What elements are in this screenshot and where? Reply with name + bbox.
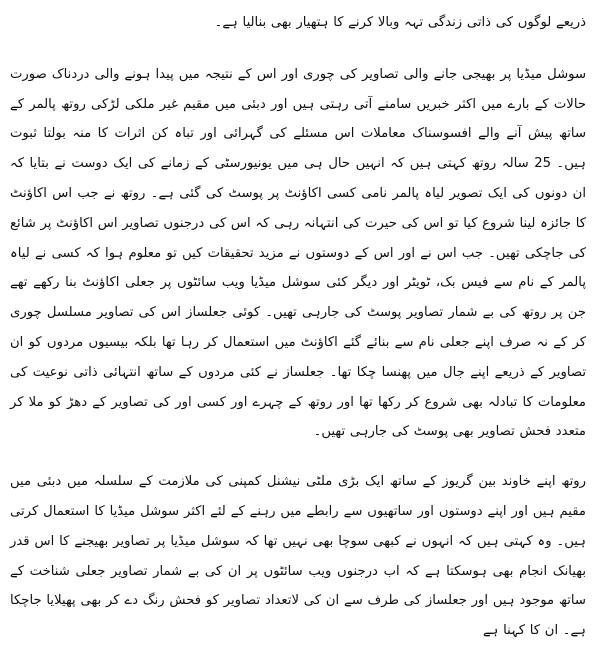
article-paragraph-ruth-dubai: روتھ اپنے خاوند بین گریوز کے ساتھ ایک بڑی ملٹی نیشنل کمپنی کی ملازمت کے سلسلہ میں دبئی میں مقیم ہیں اور اپنے دوستوں اور ساتھیوں سے رابطے میں رہنے کے لئے اکثر سوشل میڈیا کا استعمال کرتی ہیں۔ وہ کہتی ہیں کہ انہوں نے کبھی سوچا بھی نہیں تھا کہ سوشل میڈیا پر تصاویر بھیجنے کا اس قدر بھیانک انجام بھی ہوسکتا ہے کہ اب درجنوں ویب سائٹوں پر ان کی بے شمار تصاویر جعلی شناخت کے ساتھ موجود ہیں اور جعلساز کی طرف سے ان کی لاتعداد تصاویر کو فحش رنگ دے کر بھی پھیلایا جاچکا ہے۔ ان کا کہنا ہے	[10, 474, 586, 639]
article-paragraph-intro: ذریعے لوگوں کی ذاتی زندگی تہہ وبالا کرنے کا ہتھیار بھی بنالیا ہے۔	[214, 15, 586, 30]
article-paragraph-photo-theft: سوشل میڈیا پر بھیجی جانے والی تصاویر کی چوری اور اس کے نتیجہ میں پیدا ہونے والی دردناک صورت حالات کے بارے میں اکثر خبریں سامنے آتی رہتی ہیں اور دبئی میں مقیم غیر ملکی لڑکی روتھ پالمر کے ساتھ پیش آنے والے افسوسناک معاملات اس مسئلے کی گہرائی اور تباہ کن اثرات کا منہ بولتا ثبوت ہیں۔ 25 سالہ روتھ کہتی ہیں کہ انہیں حال ہی میں یونیورسٹی کے زمانے کی ایک دوست نے بتایا کہ ان دونوں کی ایک تصویر لیاہ پالمر نامی کسی اکاؤنٹ پر پوسٹ کی گئی ہے۔ روتھ نے جب اس اکاؤنٹ کا جائزہ لینا شروع کیا تو اس کی حیرت کی انتہانہ رہی کہ اس کی درجنوں تصاویر اس اکاؤنٹ پر شائع کی جاچکی تھیں۔ جب اس نے اور اس کے دوستوں نے مزید تحقیقات کیں تو معلوم ہوا کہ کسی نے لیاہ پالمر کے نام سے فیس بک، ٹویٹر اور دیگر کئی سوشل میڈیا ویب سائٹوں پر جعلی اکاؤنٹ بنا رکھے تھے جن پر روتھ کی بے شمار تصاویر پوسٹ کی جارہی تھیں۔ کوئی جعلساز اس کی تصاویر مسلسل چوری کر کے نہ صرف اپنے جعلی نام سے بنائے گئے اکاؤنٹ میں استعمال کر رہا تھا بلکہ بیسیوں مردوں کو ان تصاویر کے ذریعے اپنے جال میں پھنسا چکا تھا۔ جعلساز نے کئی مردوں کے ساتھ انتہائی ذاتی نوعیت کی معلومات کا تبادلہ بھی شروع کر رکھا تھا اور روتھ کے چہرے اور کسی اور کی تصاویر کے دھڑ کو ملا کر متعدد فحش تصاویر بھی پوسٹ کی جارہی تھیں۔	[10, 66, 586, 440]
